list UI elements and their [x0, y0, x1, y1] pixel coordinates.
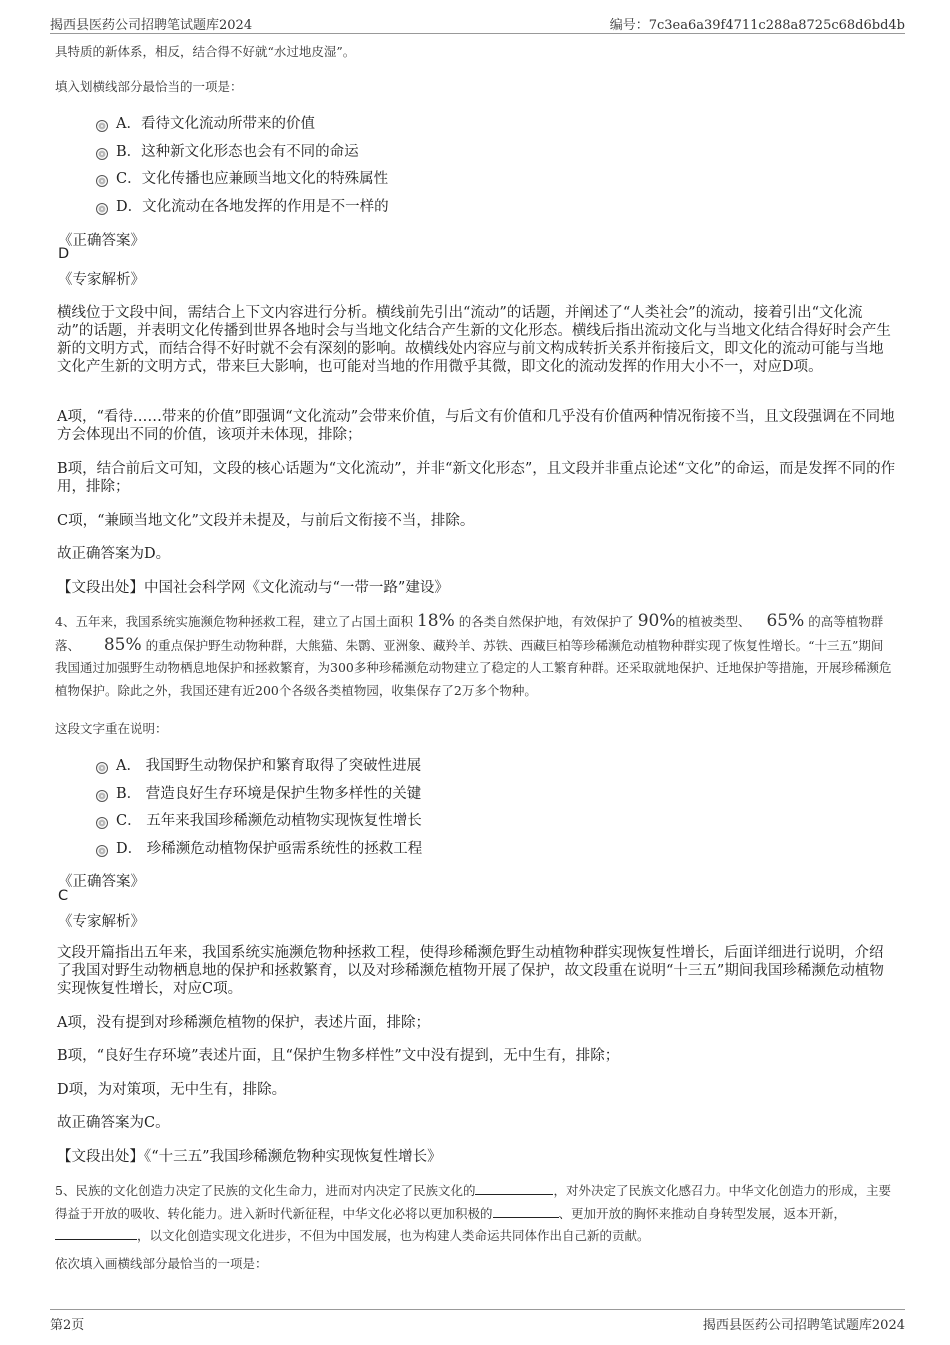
q3-analysis-conclusion: 故正确答案为D。: [57, 546, 171, 562]
q3-analysis-a: A项，“看待……带来的价值”即强调“文化流动”会带来价值，与后文有价值和几乎没有价值两种情况衔接不当，且文段强调在不同地方会体现出不同的价值，该项并未体现，排除；: [57, 409, 895, 443]
q3-analysis-label: 《专家解析》: [58, 272, 145, 288]
q3-answer: D: [58, 246, 70, 262]
q4-analysis-b: B项，“良好生存环境”表述片面，且“保护生物多样性”文中没有提到，无中生有，排除；: [57, 1048, 620, 1064]
q4-source: 【文段出处】《“十三五”我国珍稀濒危物种实现恢复性增长》: [57, 1149, 442, 1165]
q4-analysis-main: 文段开篇指出五年来，我国系统实施濒危物种拯救工程，使得珍稀濒危野生动植物种群实现恢复性增长，后面详细进行说明，介绍了我国对野生动物栖息地的保护和拯救繁育，以及对珍稀濒危植物开展了保护，故文段重在说明“十三五”期间我国珍稀濒危动植物实现恢复性增长，对应C项。: [57, 945, 884, 997]
pct-65: 65%: [766, 611, 805, 631]
q3-option-a[interactable]: A．看待文化流动所带来的价值: [96, 112, 315, 136]
q4-analysis-a: A项，没有提到对珍稀濒危植物的保护，表述片面，排除；: [57, 1015, 430, 1031]
radio-icon[interactable]: [96, 845, 108, 857]
q4-answer-label: 《正确答案》: [58, 874, 145, 890]
radio-icon[interactable]: [96, 203, 108, 215]
q5-prompt: 依次填入画横线部分最恰当的一项是：: [55, 1256, 268, 1271]
q4-stem: 4、五年来，我国系统实施濒危物种拯救工程，建立了占国土面积 18% 的各类自然保护地，有效保护了 90%的植被类型、 65% 的高等植物群落、 85% 的重点保护野生动物种群，大熊猫、朱鹮、亚洲象、藏羚羊、苏铁、西藏巨柏等珍稀濒危动植物种群实现了恢复性增长。“十三五”期间我国通过加强野生动物栖息地保护和拯救繁育，为300多种珍稀濒危动物建立了稳定的人工繁育种群。还采取就地保护、迁地保护等措施，开展珍稀濒危植物保护。除此之外，我国还建有近200个各级各类植物园，收集保存了2万多个物种。: [55, 611, 892, 698]
q3-prompt: 填入划横线部分最恰当的一项是：: [55, 79, 243, 94]
q3-analysis-main: 横线位于文段中间，需结合上下文内容进行分析。横线前先引出“流动”的话题，并阐述了“人类社会”的流动，接着引出“文化流动”的话题，并表明文化传播到世界各地时会与当地文化结合产生新的文化形态。横线后指出流动文化与当地文化结合得好时会产生新的文明方式，而结合得不好时就不会有深刻的影响。故横线处内容应与前文构成转折关系并衔接后文，即文化的流动可能与当地文化产生新的文明方式，带来巨大影响，也可能对当地的作用微乎其微，即文化的流动发挥的作用大小不一，对应D项。: [57, 305, 891, 375]
q3-option-c[interactable]: C．文化传播也应兼顾当地文化的特殊属性: [96, 167, 388, 191]
radio-icon[interactable]: [96, 762, 108, 774]
blank-2[interactable]: [493, 1205, 559, 1218]
q4-analysis-conclusion: 故正确答案为C。: [57, 1115, 170, 1131]
q4-option-a[interactable]: A． 我国野生动物保护和繁育取得了突破性进展: [96, 754, 421, 778]
page-number: 第2页: [50, 1318, 85, 1333]
q4-prompt: 这段文字重在说明：: [55, 721, 168, 736]
footer-divider: [50, 1309, 905, 1310]
q4-analysis-label: 《专家解析》: [58, 914, 145, 930]
radio-icon[interactable]: [96, 817, 108, 829]
q5-stem: 5、民族的文化创造力决定了民族的文化生命力，进而对内决定了民族文化的 ，对外决定了民族文化感召力。中华文化创造力的形成，主要得益于开放的吸收、转化能力。进入新时代新征程，中华文化必将以更加积极的 、更加开放的胸怀来推动自身转型发展，返本开新， ，以文化创造实现文化进步，不但为中国发展，也为构建人类命运共同体作出自己新的贡献。: [55, 1183, 891, 1243]
header-doc-id: 编号：7c3ea6a39f4711c288a8725c68d6bd4b: [609, 18, 905, 33]
header-title: 揭西县医药公司招聘笔试题库2024: [50, 18, 253, 33]
pct-85: 85%: [103, 634, 142, 655]
blank-1[interactable]: [475, 1182, 553, 1195]
q4-option-b[interactable]: B． 营造良好生存环境是保护生物多样性的关键: [96, 782, 421, 806]
radio-icon[interactable]: [96, 175, 108, 187]
q3-analysis-c: C项，“兼顾当地文化”文段并未提及，与前后文衔接不当，排除。: [57, 513, 475, 529]
radio-icon[interactable]: [96, 120, 108, 132]
blank-3[interactable]: [55, 1227, 137, 1240]
q3-option-b[interactable]: B．这种新文化形态也会有不同的命运: [96, 140, 359, 164]
radio-icon[interactable]: [96, 790, 108, 802]
q4-option-c[interactable]: C． 五年来我国珍稀濒危动植物实现恢复性增长: [96, 809, 422, 833]
q3-option-d[interactable]: D．文化流动在各地发挥的作用是不一样的: [96, 195, 389, 219]
q3-answer-label: 《正确答案》: [58, 233, 145, 249]
q3-analysis-b: B项，结合前后文可知，文段的核心话题为“文化流动”，并非“新文化形态”，且文段并非重点论述“文化”的命运，而是发挥不同的作用，排除；: [57, 461, 896, 495]
pct-90: 90%: [637, 611, 676, 631]
q4-answer: C: [58, 888, 69, 904]
q3-source: 【文段出处】中国社会科学网《文化流动与“一带一路”建设》: [57, 580, 449, 596]
q4-option-d[interactable]: D． 珍稀濒危动植物保护亟需系统性的拯救工程: [96, 837, 422, 861]
pct-18: 18%: [416, 611, 455, 631]
header-divider: [50, 33, 905, 34]
q3-tail: 具特质的新体系，相反，结合得不好就“水过地皮湿”。: [55, 44, 356, 59]
radio-icon[interactable]: [96, 148, 108, 160]
q4-analysis-d: D项，为对策项，无中生有，排除。: [57, 1082, 287, 1098]
footer-title: 揭西县医药公司招聘笔试题库2024: [702, 1318, 905, 1333]
